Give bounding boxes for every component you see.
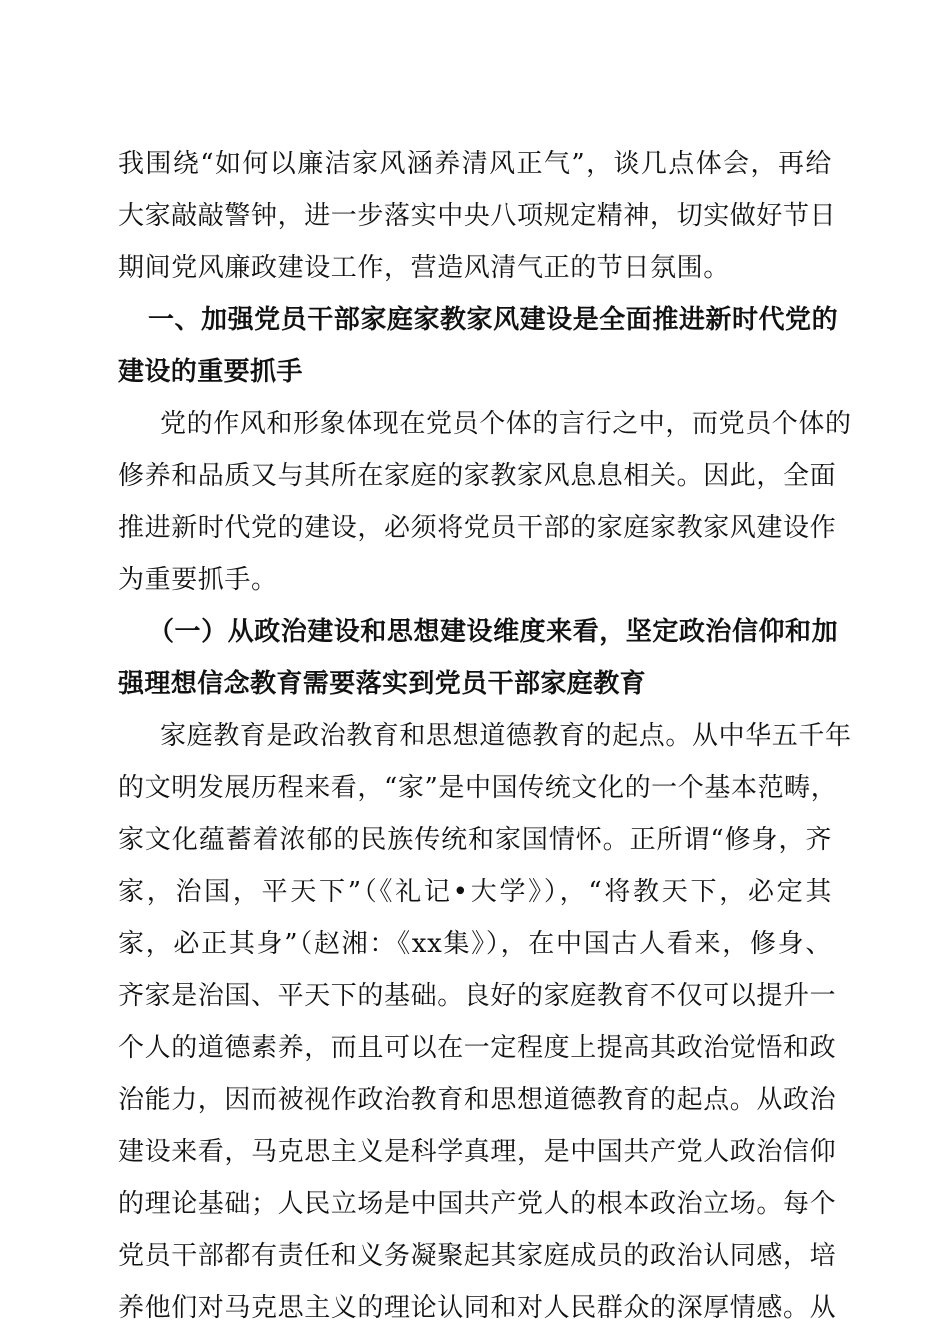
- paragraph-line: 养他们对马克思主义的理论认同和对人民群众的深厚情感。从: [118, 1293, 837, 1323]
- paragraph-line: 建设来看，马克思主义是科学真理，是中国共产党人政治信仰: [118, 1137, 837, 1167]
- section-heading-1: 一、加强党员干部家庭家教家风建设是全面推进新时代党的: [148, 305, 838, 335]
- paragraph-line: 家文化蕴蓄着浓郁的民族传统和家国情怀。正所谓“修身，齐: [118, 825, 832, 855]
- paragraph-line: 大家敲敲警钟，进一步落实中央八项规定精神，切实做好节日: [118, 201, 837, 231]
- paragraph-line: 期间党风廉政建设工作，营造风清气正的节日氛围。: [118, 253, 730, 283]
- paragraph-line: 党员干部都有责任和义务凝聚起其家庭成员的政治认同感，培: [118, 1241, 837, 1271]
- paragraph-line: 家，必正其身”（赵湘：《xx集》），在中国古人看来，修身、: [118, 929, 832, 959]
- paragraph-line: 党的作风和形象体现在党员个体的言行之中，而党员个体的: [160, 409, 852, 439]
- paragraph-line: 个人的道德素养，而且可以在一定程度上提高其政治觉悟和政: [118, 1033, 837, 1063]
- paragraph-line: 的理论基础；人民立场是中国共产党人的根本政治立场。每个: [118, 1189, 837, 1219]
- subsection-heading-1-cont: 强理想信念教育需要落实到党员干部家庭教育: [118, 669, 647, 699]
- paragraph-line: 治能力，因而被视作政治教育和思想道德教育的起点。从政治: [118, 1085, 837, 1115]
- section-heading-1-cont: 建设的重要抓手: [118, 357, 303, 387]
- paragraph-line: 家庭教育是政治教育和思想道德教育的起点。从中华五千年: [160, 721, 852, 751]
- paragraph-line: 推进新时代党的建设，必须将党员干部的家庭家教家风建设作: [118, 513, 837, 543]
- paragraph-line: 我围绕“如何以廉洁家风涵养清风正气”，谈几点体会，再给: [118, 149, 832, 179]
- subsection-heading-1: （一）从政治建设和思想建设维度来看，坚定政治信仰和加: [148, 617, 838, 647]
- paragraph-line: 齐家是治国、平天下的基础。良好的家庭教育不仅可以提升一: [118, 981, 837, 1011]
- paragraph-line: 修养和品质又与其所在家庭的家教家风息息相关。因此，全面: [118, 461, 837, 491]
- paragraph-line: 的文明发展历程来看，“家”是中国传统文化的一个基本范畴，: [118, 773, 838, 803]
- paragraph-line: 家，治国，平天下”（《礼记•大学》），“将教天下，必定其: [118, 877, 832, 907]
- paragraph-line: 为重要抓手。: [118, 565, 278, 595]
